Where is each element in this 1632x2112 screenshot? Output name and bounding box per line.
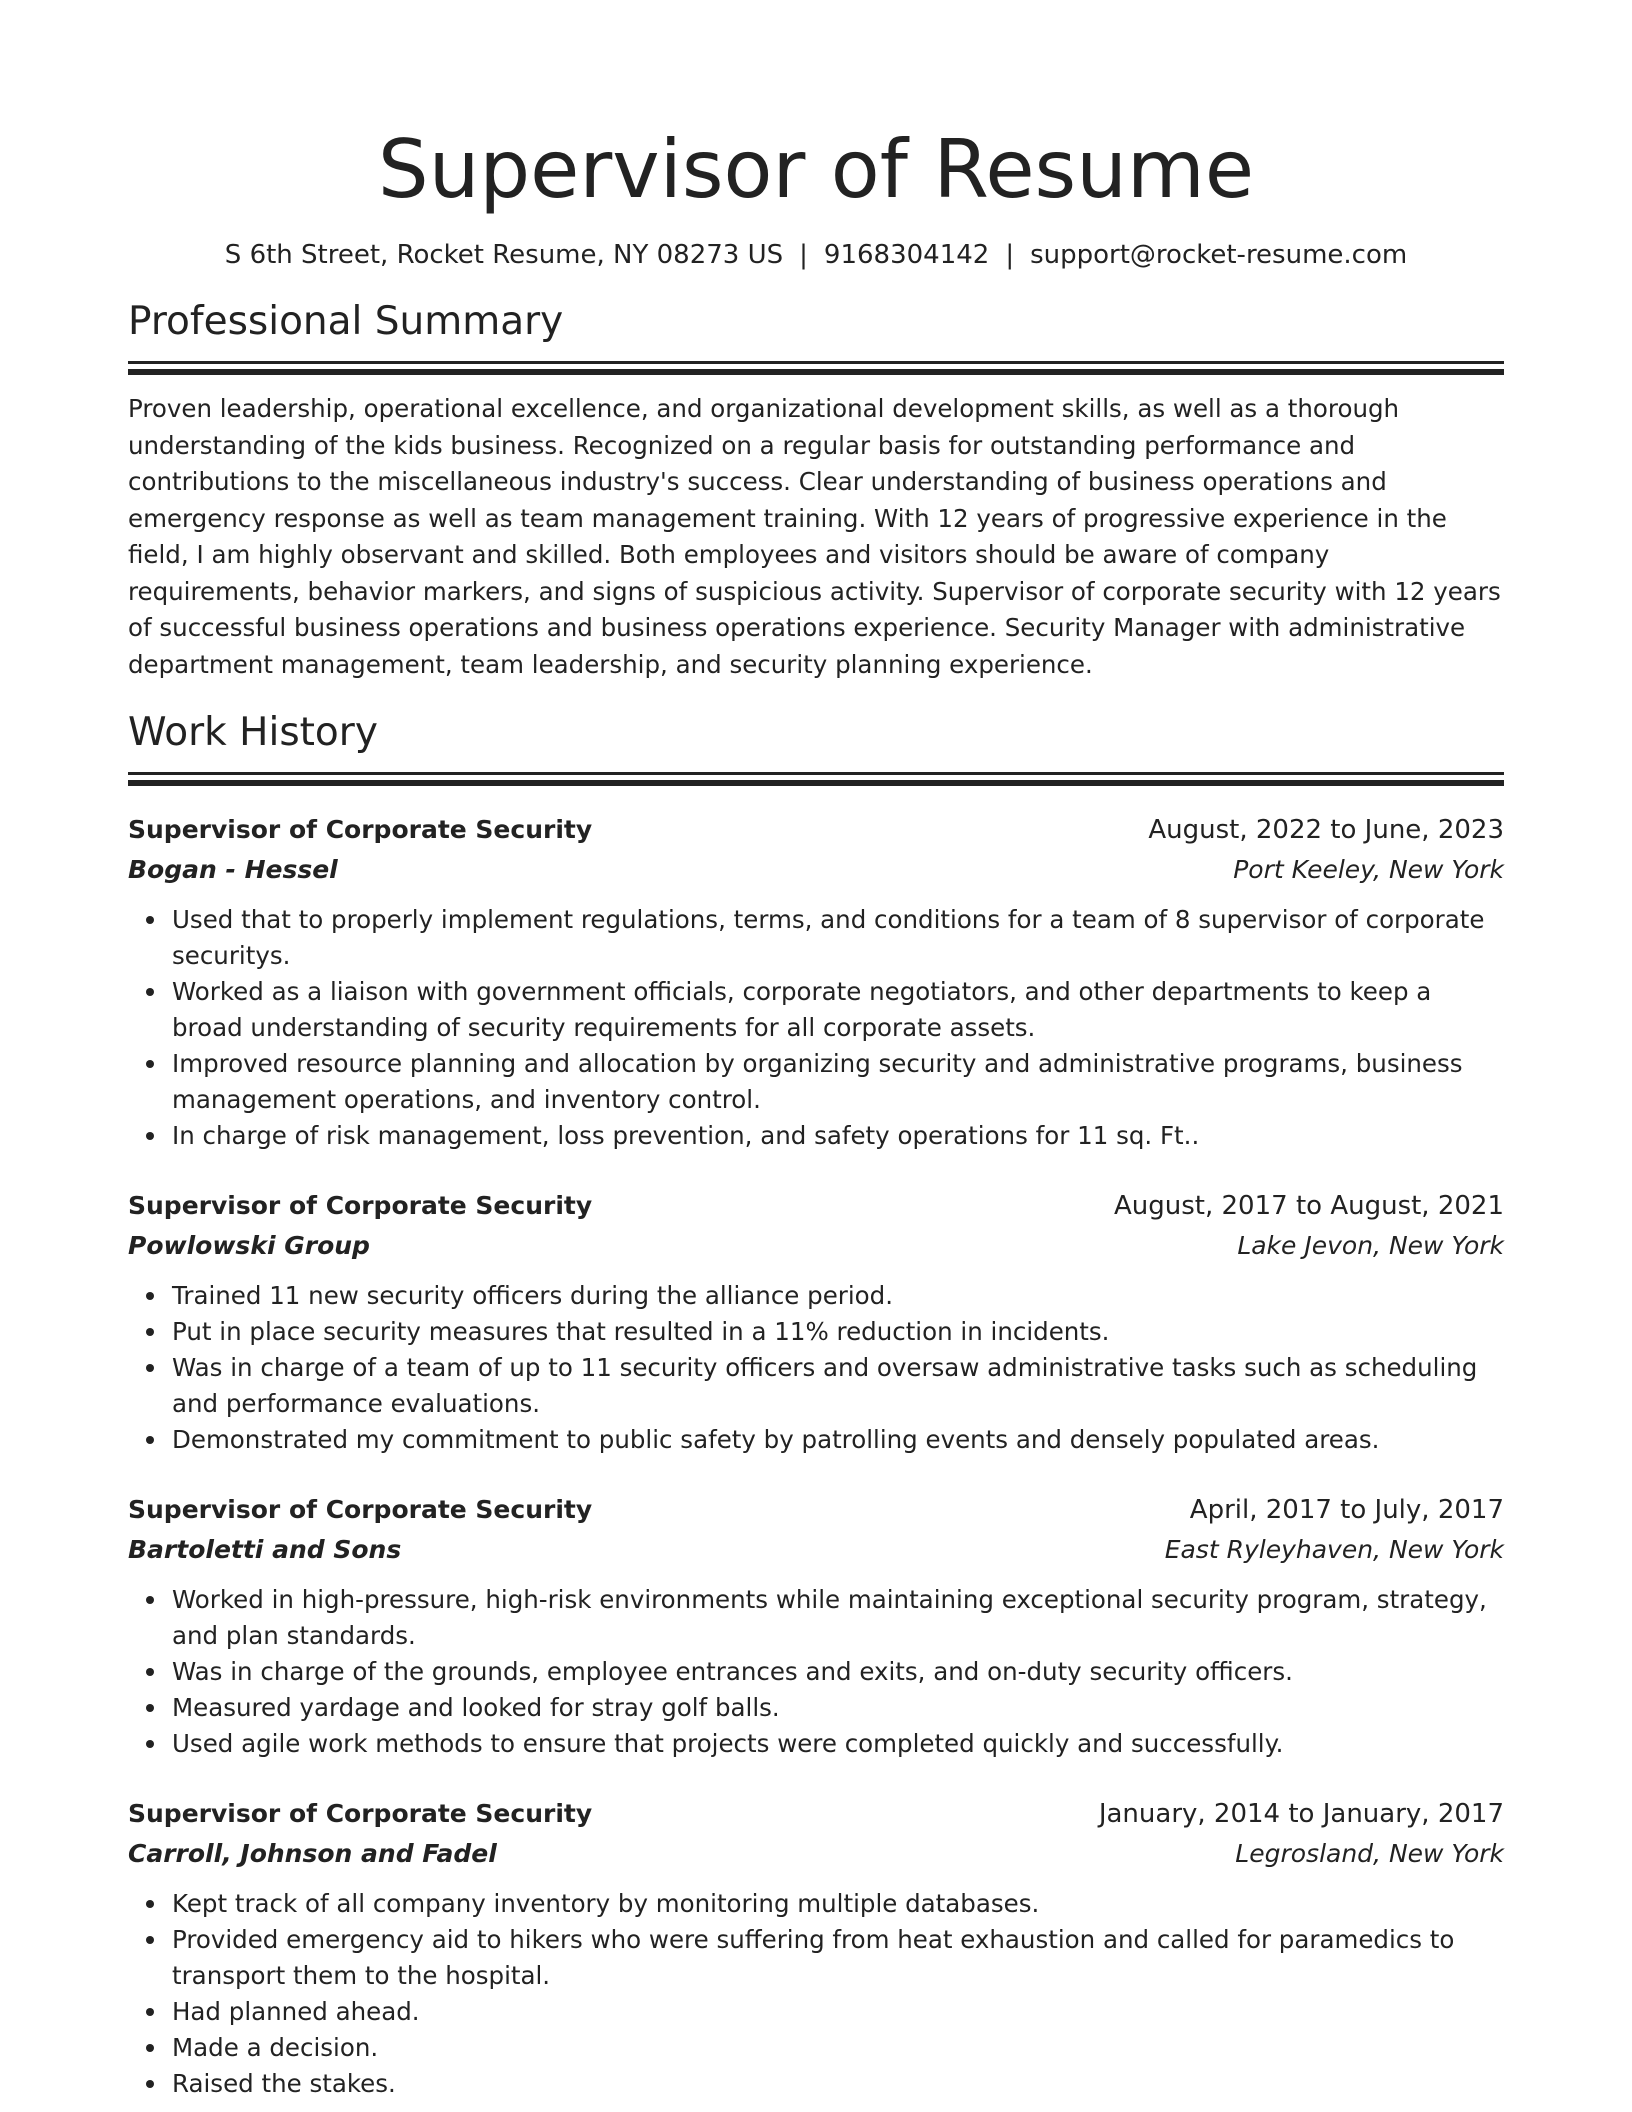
job-bullet: Kept track of all company inventory by monitoring multiple databases. xyxy=(172,1886,1504,1922)
job-title: Supervisor of Corporate Security xyxy=(128,1495,593,1524)
job-bullet: Was in charge of a team of up to 11 security officers and oversaw administrative tasks such as scheduling and performance evaluations. xyxy=(172,1350,1504,1422)
job-bullets xyxy=(128,1278,1504,1458)
job-bullets xyxy=(128,1582,1504,1762)
job-bullets xyxy=(128,1886,1504,2102)
section-divider-thick xyxy=(128,780,1504,786)
section-divider-thick xyxy=(128,369,1504,375)
section-title-summary: Professional Summary xyxy=(128,299,564,344)
contact-phone[interactable]: 9168304142 xyxy=(823,240,990,270)
contact-separator: | xyxy=(1005,240,1015,270)
job-bullet: Demonstrated my commitment to public safety by patrolling events and densely populated areas. xyxy=(172,1422,1504,1458)
job-bullets xyxy=(128,902,1504,1154)
job-location: Lake Jevon, New York xyxy=(1237,1231,1504,1260)
job-header-row xyxy=(128,810,1504,850)
job-header-row xyxy=(128,1186,1504,1226)
job-dates: August, 2022 to June, 2023 xyxy=(1148,815,1504,845)
job-dates: August, 2017 to August, 2021 xyxy=(1114,1191,1504,1221)
job-entry xyxy=(128,1186,1504,1458)
resume-header xyxy=(128,0,1504,272)
job-bullet: Raised the stakes. xyxy=(172,2066,1504,2102)
job-location: East Ryleyhaven, New York xyxy=(1164,1535,1504,1564)
job-bullet: Worked as a liaison with government officials, corporate negotiators, and other departments to keep a broad understanding of security requirements for all corporate assets. xyxy=(172,974,1504,1046)
professional-summary-section xyxy=(128,298,1504,683)
section-title-work-history: Work History xyxy=(128,710,378,755)
job-location: Port Keeley, New York xyxy=(1233,855,1504,884)
job-bullet: Made a decision. xyxy=(172,2030,1504,2066)
job-company-row xyxy=(128,1530,1504,1570)
job-bullet: Used agile work methods to ensure that projects were completed quickly and successfully. xyxy=(172,1726,1504,1762)
contact-separator: | xyxy=(799,240,808,270)
job-bullet: Used that to properly implement regulations, terms, and conditions for a team of 8 supervisor of corporate securitys. xyxy=(172,902,1504,974)
job-entry xyxy=(128,1794,1504,2102)
work-history-section xyxy=(128,709,1504,2102)
job-bullet: Improved resource planning and allocation by organizing security and administrative programs, business management operations, and inventory control. xyxy=(172,1046,1504,1118)
job-title: Supervisor of Corporate Security xyxy=(128,1799,593,1828)
job-company: Bartoletti and Sons xyxy=(128,1535,402,1564)
section-divider xyxy=(128,772,1504,775)
job-company: Carroll, Johnson and Fadel xyxy=(128,1839,497,1868)
candidate-name: Supervisor of Resume xyxy=(377,123,1255,216)
job-entry xyxy=(128,810,1504,1154)
job-company: Bogan - Hessel xyxy=(128,855,338,884)
job-location: Legrosland, New York xyxy=(1235,1839,1504,1868)
job-bullet: Trained 11 new security officers during the alliance period. xyxy=(172,1278,1504,1314)
job-title: Supervisor of Corporate Security xyxy=(128,1191,593,1220)
contact-line xyxy=(128,238,1504,272)
job-dates: January, 2014 to January, 2017 xyxy=(1098,1799,1504,1829)
summary-text: Proven leadership, operational excellence, and organizational development skills, as well as a thorough understanding of the kids business. Recognized on a regular basis for outstanding performance and contributions to the miscellaneous industry's success. Clear understanding of business operations and emergency response as well as team management training. With 12 years of progressive experience in the field, I am highly observant and skilled. Both employees and visitors should be aware of company requirements, behavior markers, and signs of suspicious activity. Supervisor of corporate security with 12 years of successful business operations and business operations experience. Security Manager with administrative department management, team leadership, and security planning experience. xyxy=(128,394,1501,679)
job-bullet: In charge of risk management, loss prevention, and safety operations for 11 sq. Ft.. xyxy=(172,1118,1504,1154)
contact-address: S 6th Street, Rocket Resume, NY 08273 US xyxy=(224,240,784,270)
job-bullet: Provided emergency aid to hikers who were suffering from heat exhaustion and called for paramedics to transport them to the hospital. xyxy=(172,1922,1504,1994)
job-entry xyxy=(128,1490,1504,1762)
job-bullet: Had planned ahead. xyxy=(172,1994,1504,2030)
section-divider xyxy=(128,361,1504,364)
job-bullet: Worked in high-pressure, high-risk environments while maintaining exceptional security program, strategy, and plan standards. xyxy=(172,1582,1504,1654)
job-bullet: Put in place security measures that resulted in a 11% reduction in incidents. xyxy=(172,1314,1504,1350)
job-title: Supervisor of Corporate Security xyxy=(128,815,593,844)
job-bullet: Measured yardage and looked for stray golf balls. xyxy=(172,1690,1504,1726)
contact-email[interactable]: support@rocket-resume.com xyxy=(1030,240,1408,270)
job-company-row xyxy=(128,850,1504,890)
job-company: Powlowski Group xyxy=(128,1231,370,1260)
job-header-row xyxy=(128,1490,1504,1530)
job-company-row xyxy=(128,1226,1504,1266)
job-bullet: Was in charge of the grounds, employee entrances and exits, and on-duty security officers. xyxy=(172,1654,1504,1690)
job-dates: April, 2017 to July, 2017 xyxy=(1189,1495,1504,1525)
job-company-row xyxy=(128,1834,1504,1874)
job-header-row xyxy=(128,1794,1504,1834)
